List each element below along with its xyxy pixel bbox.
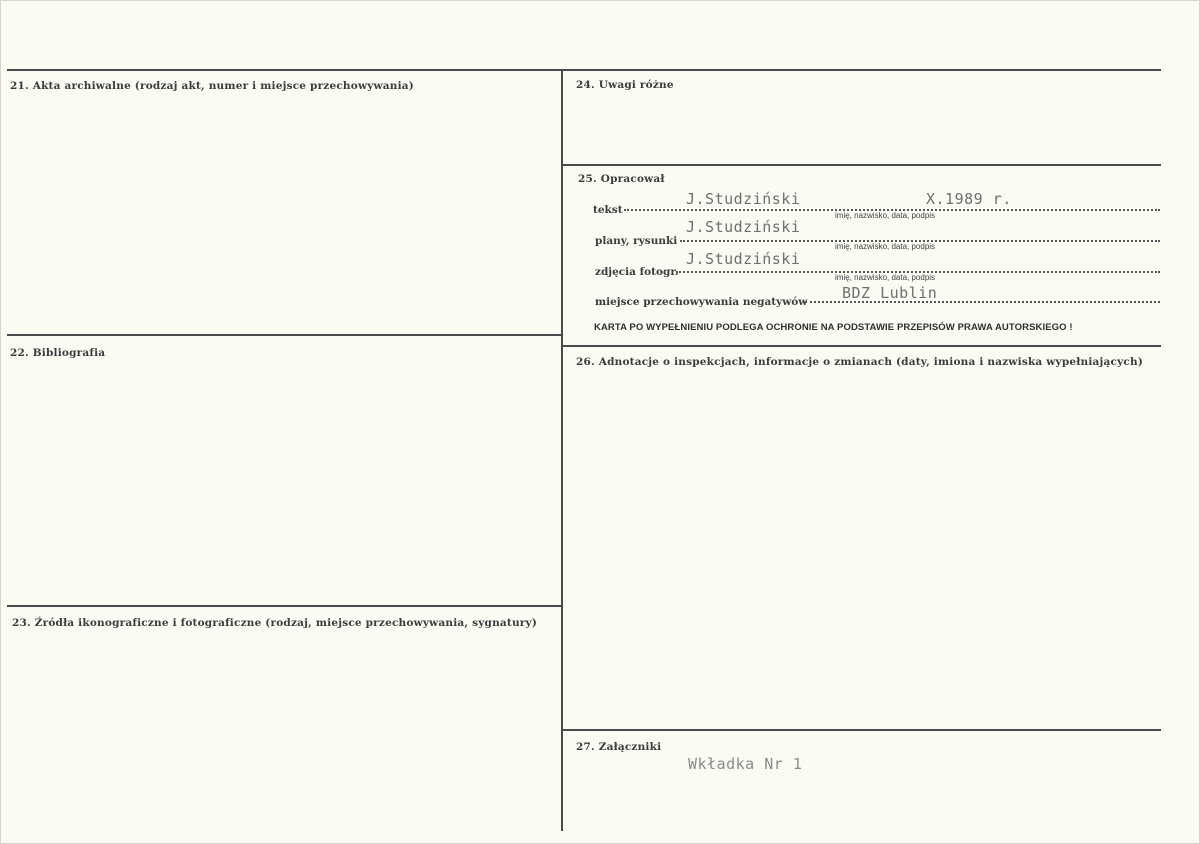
zdjecia-value: J.Studziński [686,250,801,268]
divider-24-25 [561,164,1161,166]
section-23-label: 23. Źródła ikonograficzne i fotograficzne (rodzaj, miejsce przechowywania, sygnatury) [12,617,537,629]
section-26-label: 26. Adnotacje o inspekcjach, informacje o zmianach (daty, imiona i nazwiska wypełniających) [576,356,1144,368]
section-21-label: 21. Akta archiwalne (rodzaj akt, numer i miejsce przechowywania) [10,80,414,92]
section-25-label: 25. Opracował [578,173,665,185]
section-22-label: 22. Bibliografia [10,347,106,359]
zdjecia-hint: imię, nazwisko, data, podpis [835,273,936,282]
copyright-warning: KARTA PO WYPEŁNIENIU PODLEGA OCHRONIE NA PODSTAWIE PRZEPISÓW PRAWA AUTORSKIEGO ! [594,322,1073,333]
tekst-date: X.1989 r. [926,190,1012,208]
section-27-label: 27. Załączniki [576,741,662,753]
negatywy-value: BDZ Lublin [842,284,938,302]
zdjecia-label: zdjęcia fotogr. [595,266,679,278]
plany-value: J.Studziński [686,218,801,236]
tekst-hint: imię, nazwisko, data, podpis [835,211,936,220]
divider-22-23 [7,605,563,607]
negatywy-label: miejsce przechowywania negatywów [595,296,808,308]
attachment-value: Wkładka Nr 1 [688,755,803,773]
plany-hint: imię, nazwisko, data, podpis [835,242,936,251]
divider-21-22 [7,334,563,336]
tekst-label: tekst [593,204,623,216]
divider-26-27 [561,729,1161,731]
top-border [7,69,1161,71]
center-divider [561,69,563,831]
tekst-value: J.Studziński [686,190,801,208]
divider-25-26 [561,345,1161,347]
section-24-label: 24. Uwagi różne [576,79,674,91]
plany-label: plany, rysunki [595,235,678,247]
